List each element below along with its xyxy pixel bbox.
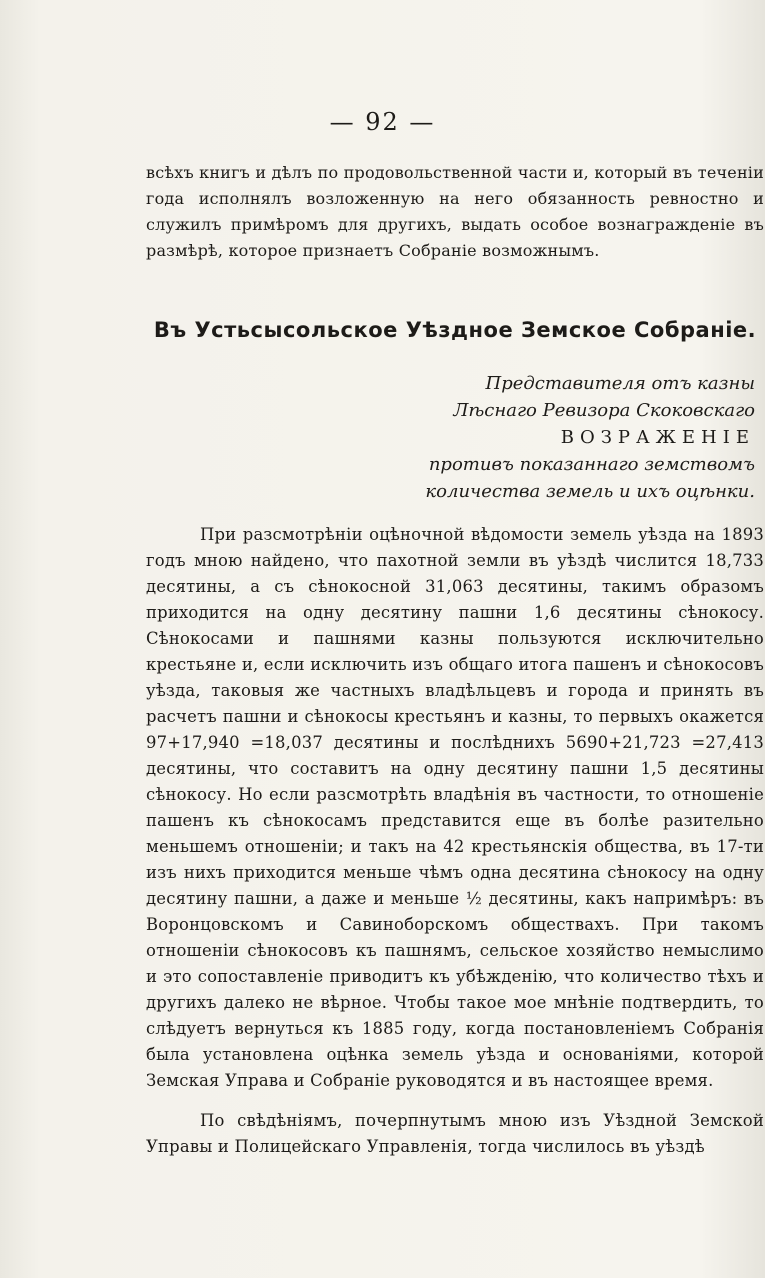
top-paragraph-block <box>146 160 764 264</box>
top-paragraph: всѣхъ книгъ и дѣлъ по продовольственной части и, который въ теченіи года исполнялъ возложенную на него обязанность ревностно и служилъ примѣромъ для другихъ, выдать особое вознагражденіе въ размѣрѣ, которое признаетъ Собраніе возможнымъ. <box>146 163 764 260</box>
body-block <box>146 522 764 1160</box>
signature-line-5: количества земель и ихъ оцѣнки. <box>425 481 755 502</box>
section-heading: Въ Устьсысольское Уѣздное Земское Собраніе. <box>153 318 757 342</box>
page-number: — 92 — <box>329 108 436 136</box>
objection-title: ВОЗРАЖЕНІЕ <box>560 427 755 448</box>
signature-block <box>425 370 755 505</box>
signature-line-4: противъ показаннаго земствомъ <box>428 454 755 475</box>
body-paragraph-2: По свѣдѣніямъ, почерпнутымъ мною изъ Уѣздной Земской Управы и Полицейскаго Управленія, тогда числилось въ уѣздѣ <box>146 1111 764 1156</box>
signature-line-1: Представителя отъ казны <box>485 373 755 394</box>
signature-line-2: Лѣснаго Ревизора Скоковскаго <box>453 400 755 421</box>
body-paragraph-1: При разсмотрѣніи оцѣночной вѣдомости земель уѣзда на 1893 годъ мною найдено, что пахотной земли въ уѣздѣ числится 18,733 десятины, а съ сѣнокосной 31,063 десятины, такимъ образомъ приходится на одну десятину пашни 1,6 десятины сѣнокосу. Сѣнокосами и пашнями казны пользуются исключительно крестьяне и, если исключить изъ общаго итога пашенъ и сѣнокосовъ уѣзда, таковыя же частныхъ владѣльцевъ и города и принять въ расчетъ пашни и сѣнокосы крестьянъ и казны, то первыхъ окажется 97+17,940 =18,037 десятины и послѣднихъ 5690+21,723 =27,413 десятины, что составитъ на одну десятину пашни 1,5 десятины сѣнокосу. Но если разсмотрѣть владѣнія въ частности, то отношеніе пашенъ къ сѣнокосамъ представится еще въ болѣе разительно меньшемъ отношеніи; и такъ на 42 крестьянскія общества, въ 17-ти изъ нихъ приходится меньше чѣмъ одна десятина сѣнокосу на одну десятину пашни, а даже и меньше ½ десятины, какъ напримѣръ: въ Воронцовскомъ и Савиноборскомъ обществахъ. При такомъ отношеніи сѣнокосовъ къ пашнямъ, сельское хозяйство немыслимо и это сопоставленіе приводитъ къ убѣжденію, что количество тѣхъ и другихъ далеко не вѣрное. Чтобы такое мое мнѣніе подтвердить, то слѣдуетъ вернуться къ 1885 году, когда постановленіемъ Собранія была установлена оцѣнка земель уѣзда и основаніями, которой Земская Управа и Собраніе руководятся и въ настоящее время. <box>146 525 764 1090</box>
